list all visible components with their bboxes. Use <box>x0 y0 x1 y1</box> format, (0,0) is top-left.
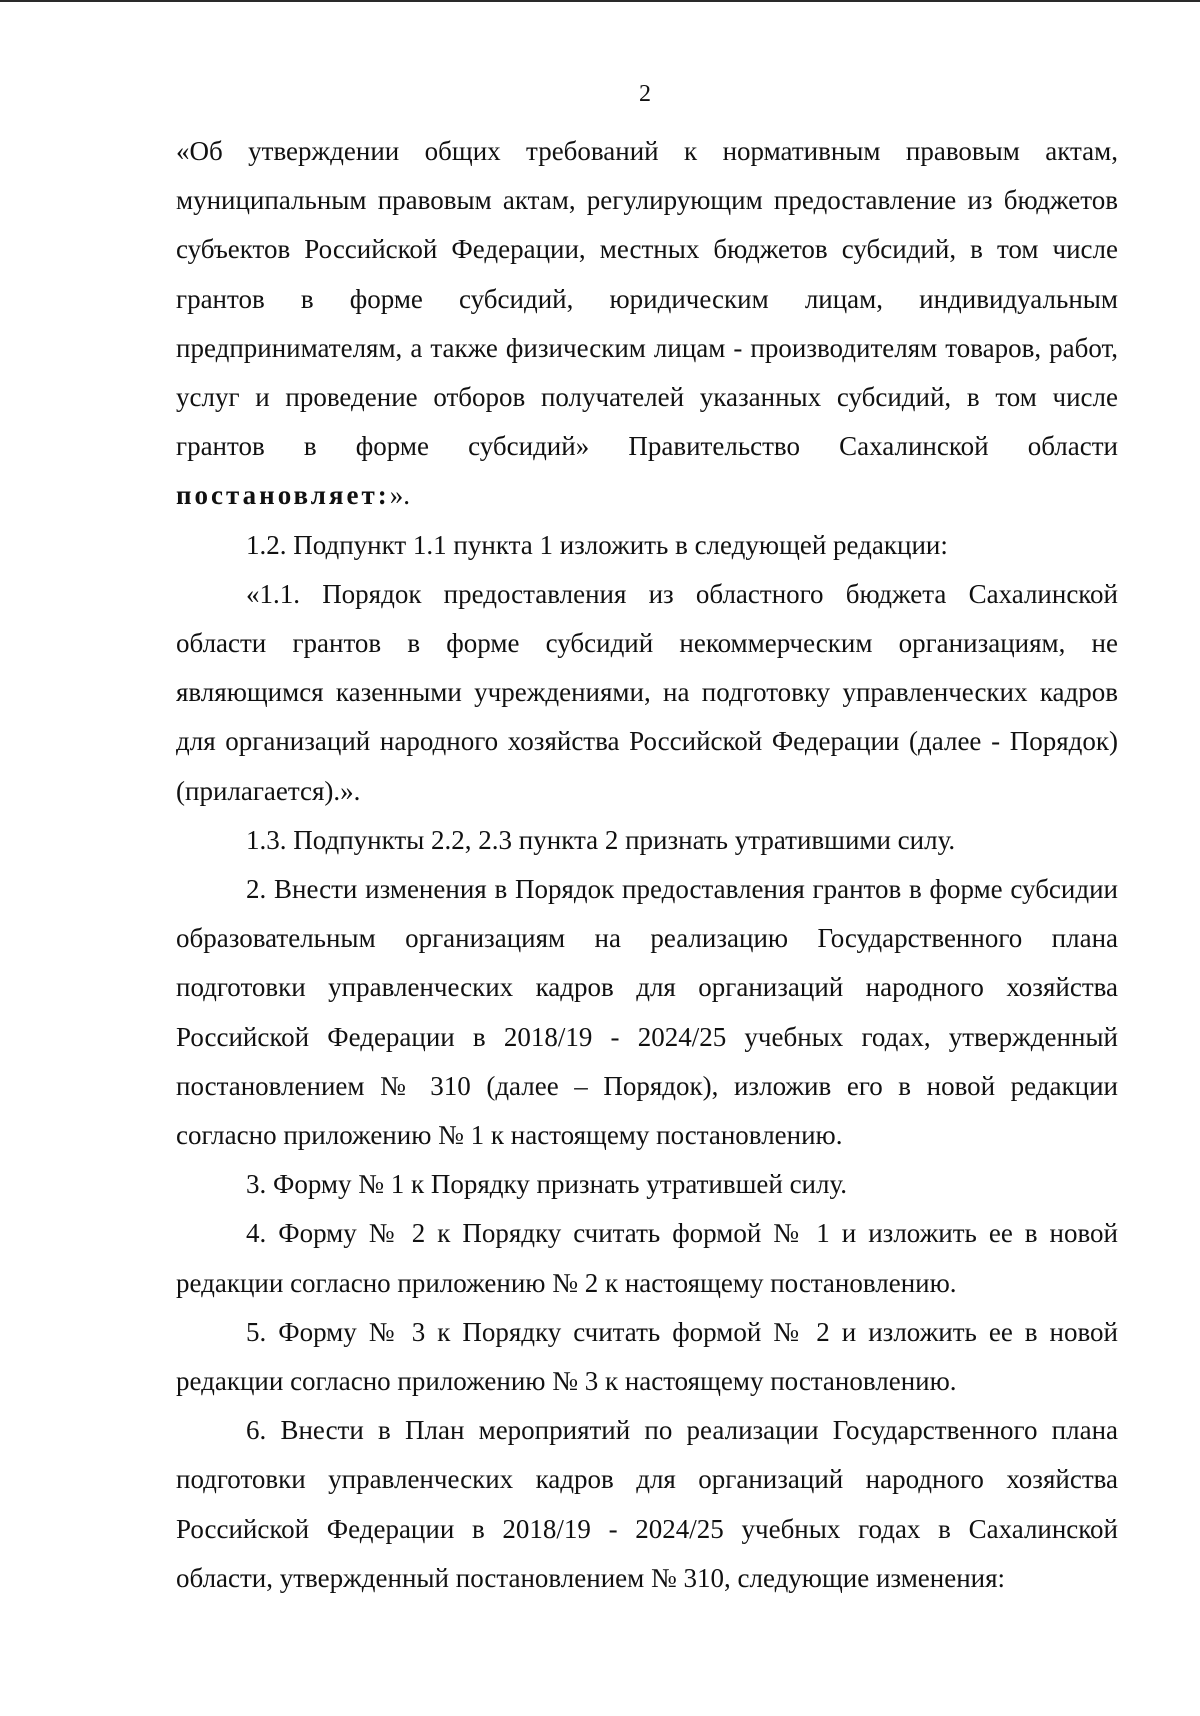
paragraph-3: 3. Форму № 1 к Порядку признать утратившей силу. <box>246 1169 848 1200</box>
preamble-closing: ». <box>389 480 410 511</box>
paragraph-1-3: 1.3. Подпункты 2.2, 2.3 пункта 2 признать утратившими силу. <box>246 824 956 855</box>
paragraph-5: 5. Форму № 3 к Порядку считать формой № 2 и изложить ее в новой редакции согласно приложению № 3 к настоящему постановлению. <box>176 1316 1118 1397</box>
paragraph-1-2: 1.2. Подпункт 1.1 пункта 1 изложить в следующей редакции: <box>246 529 948 560</box>
document-body <box>176 127 1118 1603</box>
scan-edge-line <box>0 0 1200 2</box>
preamble-text: «Об утверждении общих требований к нормативным правовым актам, муниципальным правовым актам, регулирующим предоставление из бюджетов субъектов Российской Федерации, местных бюджетов субсидий, в том числе грантов в форме субсидий, юридическим лицам, индивидуальным предпринимателям, а также физическим лицам - производителям товаров, работ, услуг и проведение отборов получателей указанных субсидий, в том числе грантов в форме субсидий» Правительство Сахалинской области <box>176 136 1118 462</box>
paragraph-4: 4. Форму № 2 к Порядку считать формой № 1 и изложить ее в новой редакции согласно приложению № 2 к настоящему постановлению. <box>176 1218 1118 1298</box>
page-number: 2 <box>639 81 651 107</box>
paragraph-1-1-quoted: «1.1. Порядок предоставления из областного бюджета Сахалинской области грантов в форме субсидий некоммерческим организациям, не являющимся казенными учреждениями, на подготовку управленческих кадров для организаций народного хозяйства Российской Федерации (далее - Порядок) (прилагается).». <box>176 578 1118 806</box>
paragraph-preamble-continuation <box>176 127 1118 521</box>
resolves-keyword: постановляет: <box>176 480 390 511</box>
paragraph-6: 6. Внести в План мероприятий по реализации Государственного плана подготовки управленческих кадров для организаций народного хозяйства Российской Федерации в 2018/19 - 2024/25 учебных годах в Сахалинской области, утвержденный постановлением № 310, следующие изменения: <box>176 1415 1118 1593</box>
paragraph-2: 2. Внести изменения в Порядок предоставления грантов в форме субсидии образовательным организациям на реализацию Государственного плана подготовки управленческих кадров для организаций народного хозяйства Российской Федерации в 2018/19 - 2024/25 учебных годах, утвержденный постановлением № 310 (далее – Порядок), изложив его в новой редакции согласно приложению № 1 к настоящему постановлению. <box>176 874 1118 1151</box>
